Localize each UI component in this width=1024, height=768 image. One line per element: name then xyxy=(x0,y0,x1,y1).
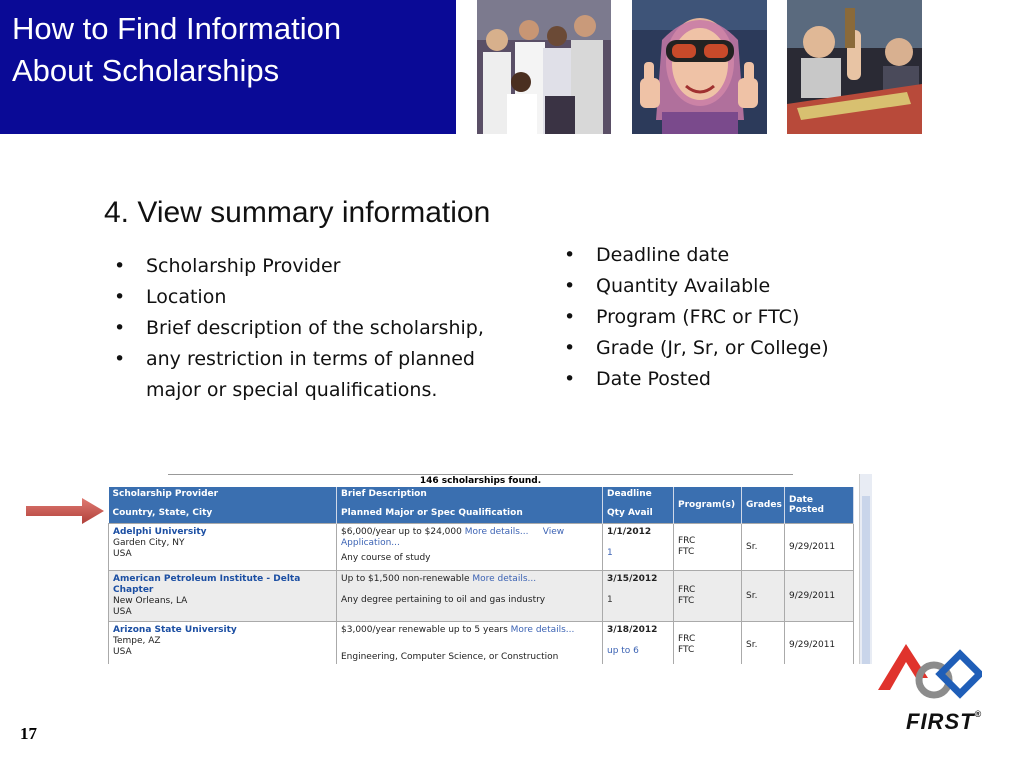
provider-cell xyxy=(109,622,337,665)
program-frc: FRC xyxy=(678,634,696,644)
quantity-available[interactable]: 1 xyxy=(607,548,613,558)
results-count: 146 scholarships found. xyxy=(168,474,793,487)
deadline-cell xyxy=(603,524,674,571)
deadline-cell xyxy=(603,571,674,622)
program-ftc: FTC xyxy=(678,547,695,557)
major-text: Any degree pertaining to oil and gas industry xyxy=(341,595,546,605)
scrollbar[interactable] xyxy=(859,474,872,664)
deadline-date: 1/1/2012 xyxy=(607,527,652,537)
header-desc-bottom: Planned Major or Spec Qualification xyxy=(341,508,523,518)
list-item: • Deadline date xyxy=(564,240,924,271)
major-text: Engineering, Computer Science, or Construction xyxy=(341,652,559,662)
more-details-link[interactable]: More details... xyxy=(472,574,537,584)
slide-title-line-1: How to Find Information xyxy=(12,11,342,46)
programs-cell xyxy=(674,524,742,571)
header-provider-top: Scholarship Provider xyxy=(112,489,219,499)
first-logo-wordmark xyxy=(906,709,982,735)
logo-text: FIRST xyxy=(906,709,975,734)
more-details-link[interactable]: More details... xyxy=(510,625,575,635)
programs-cell xyxy=(674,622,742,665)
registered-mark: ® xyxy=(974,709,983,719)
major-text: Any course of study xyxy=(341,553,431,563)
section-subheading: 4. View summary information xyxy=(104,196,491,229)
column-header-programs[interactable]: Program(s) xyxy=(674,487,742,524)
provider-country: USA xyxy=(113,549,132,559)
provider-cell xyxy=(109,524,337,571)
pointer-arrow-icon xyxy=(24,497,108,525)
table-header-row xyxy=(109,487,854,524)
deadline-date: 3/15/2012 xyxy=(607,574,658,584)
program-ftc: FTC xyxy=(678,596,695,606)
table-row xyxy=(109,571,854,622)
deadline-cell xyxy=(603,622,674,665)
slide-number: 17 xyxy=(20,724,37,743)
provider-city: Garden City, NY xyxy=(113,538,185,548)
description-cell xyxy=(337,571,603,622)
description-text: Up to $1,500 non-renewable xyxy=(341,574,470,584)
list-item: • Quantity Available xyxy=(564,271,924,302)
title-bar xyxy=(0,0,456,134)
program-frc: FRC xyxy=(678,585,696,595)
date-posted-cell: 9/29/2011 xyxy=(785,524,854,571)
column-header-description[interactable] xyxy=(337,487,603,524)
list-item: • Scholarship Provider xyxy=(114,251,534,282)
provider-city: Tempe, AZ xyxy=(113,636,161,646)
view-application-link[interactable]: View Application... xyxy=(341,527,565,548)
slide-title-line-2: About Scholarships xyxy=(12,53,280,88)
list-item: • Date Posted xyxy=(564,364,924,395)
header-deadline-top: Deadline xyxy=(607,489,652,499)
student-with-goggles-thumbs-up-photo xyxy=(632,0,767,134)
grade-cell: Sr. xyxy=(742,622,785,665)
students-building-robot-photo xyxy=(787,0,922,134)
column-header-grades[interactable]: Grades xyxy=(742,487,785,524)
scrollbar-thumb[interactable] xyxy=(862,496,870,664)
column-header-date-posted[interactable]: Date Posted xyxy=(785,487,854,524)
provider-cell xyxy=(109,571,337,622)
description-cell xyxy=(337,622,603,665)
date-posted-cell: 9/29/2011 xyxy=(785,622,854,665)
left-bullet-list xyxy=(114,251,534,406)
table-row xyxy=(109,524,854,571)
header-provider-bottom: Country, State, City xyxy=(112,508,213,518)
quantity-available[interactable]: up to 6 xyxy=(607,646,639,656)
description-text: $3,000/year renewable up to 5 years xyxy=(341,625,508,635)
quantity-available: 1 xyxy=(607,595,613,605)
column-header-deadline[interactable] xyxy=(603,487,674,524)
provider-country: USA xyxy=(113,647,132,657)
description-cell xyxy=(337,524,603,571)
provider-link[interactable]: Arizona State University xyxy=(113,625,237,635)
grade-cell: Sr. xyxy=(742,571,785,622)
table-row xyxy=(109,622,854,665)
header-deadline-bottom: Qty Avail xyxy=(607,508,653,518)
right-bullet-list xyxy=(564,240,924,395)
provider-link[interactable]: Adelphi University xyxy=(113,527,207,537)
scholarship-table-screenshot xyxy=(108,474,872,664)
provider-link[interactable]: American Petroleum Institute - Delta Chapter xyxy=(113,574,301,595)
deadline-date: 3/18/2012 xyxy=(607,625,658,635)
column-header-provider[interactable] xyxy=(109,487,337,524)
scholarship-table xyxy=(108,487,854,664)
program-ftc: FTC xyxy=(678,645,695,655)
more-details-link[interactable]: More details... xyxy=(464,527,529,537)
list-item: • Brief description of the scholarship, xyxy=(114,313,534,344)
list-item: • Location xyxy=(114,282,534,313)
list-item: • Program (FRC or FTC) xyxy=(564,302,924,333)
grade-cell: Sr. xyxy=(742,524,785,571)
list-item: • Grade (Jr, Sr, or College) xyxy=(564,333,924,364)
programs-cell xyxy=(674,571,742,622)
slide-title xyxy=(12,8,452,92)
date-posted-cell: 9/29/2011 xyxy=(785,571,854,622)
first-logo-icon xyxy=(872,638,982,710)
list-item: • any restriction in terms of planned major or special qualifications. xyxy=(114,344,534,406)
program-frc: FRC xyxy=(678,536,696,546)
provider-country: USA xyxy=(113,607,132,617)
provider-city: New Orleans, LA xyxy=(113,596,188,606)
header-desc-top: Brief Description xyxy=(341,489,427,499)
description-text: $6,000/year up to $24,000 xyxy=(341,527,462,537)
group-of-students-photo xyxy=(477,0,611,134)
